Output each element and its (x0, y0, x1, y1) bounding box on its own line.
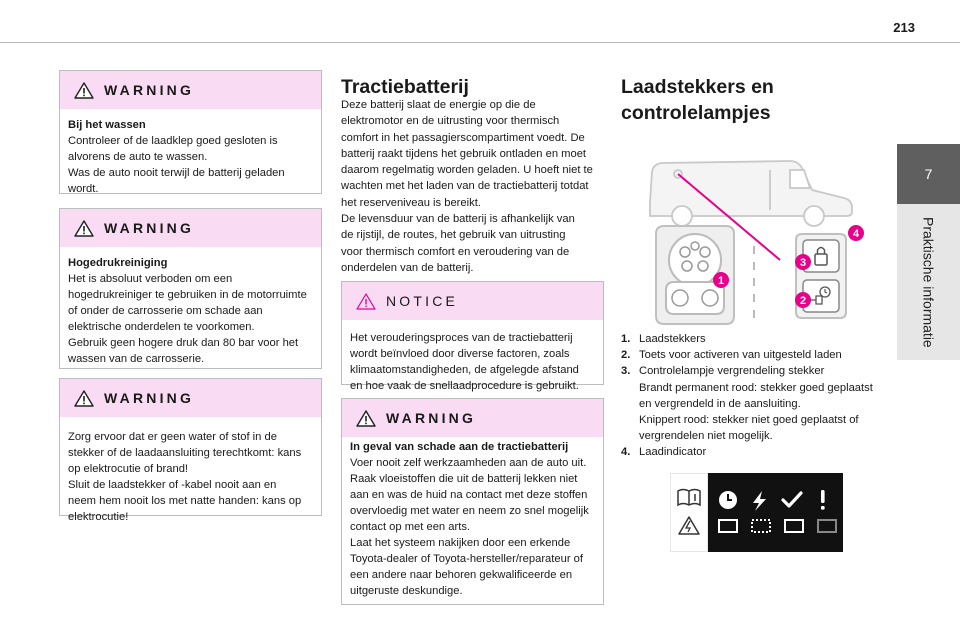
exclamation-icon (821, 490, 825, 510)
warning-triangle-icon (74, 82, 94, 99)
page-number: 213 (893, 20, 915, 35)
legend-number: 4. (621, 446, 631, 459)
van-icon (650, 161, 852, 226)
clock-icon (719, 491, 737, 509)
charging-diagram (640, 150, 870, 328)
legend-item (621, 444, 891, 460)
warning-body (60, 109, 321, 197)
legend-number: 3. (621, 365, 631, 378)
warning-heading: Bij het wassen (68, 119, 146, 131)
legend-text: Laadstekkers (639, 333, 706, 345)
legend-number: 2. (621, 349, 631, 362)
warning-label: WARNING (104, 82, 195, 98)
warning-label: WARNING (104, 220, 195, 236)
warning-body (60, 417, 321, 525)
warning-text: Voer nooit zelf werkzaamheden aan de auto uit. Raak vloeistoffen die uit de batterij lekken niet aan en was de huid na contact met deze stoffen overvloedig met water en neem zo snel mogelijk contact op met een arts. Laat het systeem nakijken door een erkende Toyota-dealer of Toyota-hersteller/reparateur of een andere naar behoren gekwalificeerde en uitgeruste deskundige. (350, 457, 589, 597)
callout-4 (848, 225, 864, 241)
legend (621, 331, 891, 461)
warning-body (60, 247, 321, 367)
warning-header (60, 71, 321, 109)
notice-box (341, 281, 604, 392)
chapter-tab[interactable] (897, 144, 960, 204)
warning-header (342, 399, 603, 437)
legend-number: 1. (621, 333, 631, 345)
notice-triangle-icon (356, 293, 376, 310)
warning-header (60, 209, 321, 247)
callout-2-label: 2 (799, 295, 807, 307)
warning-triangle-icon (74, 390, 94, 407)
warning-body (342, 437, 603, 599)
chapter-title: Praktische informatie (920, 216, 937, 348)
warning-heading: In geval van schade aan de tractiebatterij (350, 441, 569, 453)
section-title-traction-battery: Tractiebatterij (341, 76, 469, 98)
notice-label: NOTICE (386, 293, 459, 309)
warning-text: Zorg ervoor dat er geen water of stof in de stekker of de laadaansluiting terechtkomt: kans op elektrocutie of brand! Sluit de laadstekker of -kabel nooit aan en neem hem nooit los met natte handen: kans op elektrocutie! (68, 431, 302, 523)
warning-text: Controleer of de laadklep goed gesloten is alvorens de auto te wassen. Was de auto nooit terwijl de batterij geladen wordt. (68, 135, 285, 195)
legend-item (621, 363, 891, 444)
notice-header (342, 282, 603, 320)
warning-text: Het is absoluut verboden om een hogedrukreiniger te gebruiken in de motorruimte of onder de carrosserie om schade aan elektrische onderdelen te voorkomen. Gebruik geen hogere druk dan 80 bar voor het wassen van de carrosserie. (68, 273, 307, 365)
warning-label: WARNING (386, 410, 477, 426)
callout-3-label: 3 (799, 257, 807, 269)
chapter-title-tab (897, 204, 960, 360)
chapter-number: 7 (924, 166, 933, 182)
warning-box-washing (59, 70, 322, 194)
top-rule (0, 42, 960, 43)
warning-triangle-icon (356, 410, 376, 427)
charge-indicator-panel (670, 473, 843, 552)
section-title-plugs: Laadstekkers en controlelampjes (621, 76, 774, 124)
warning-label: WARNING (104, 390, 195, 406)
legend-text: Laadindicator (639, 446, 707, 459)
warning-box-pressure-washer (59, 208, 322, 369)
warning-box-battery-damage (341, 398, 604, 605)
warning-heading: Hogedrukreiniging (68, 257, 168, 269)
callout-4-label: 4 (852, 228, 860, 240)
warning-header (60, 379, 321, 417)
callout-2 (795, 292, 811, 308)
legend-text: Controlelampje vergrendeling stekker Brandt permanent rood: stekker goed geplaatst en vergrendeld in de aansluiting. Knippert rood: stekker niet goed geplaatst of vergrendelen niet mogelijk. (639, 365, 873, 443)
warning-triangle-icon (74, 220, 94, 237)
legend-item (621, 347, 891, 363)
legend-text: Toets voor activeren van uitgesteld laden (639, 349, 842, 362)
warning-box-water (59, 378, 322, 523)
callout-1-label: 1 (717, 275, 725, 287)
callout-3 (795, 254, 811, 270)
legend-item (621, 331, 891, 347)
notice-body (342, 320, 603, 394)
traction-battery-text: Deze batterij slaat de energie op die de elektromotor en de uitrusting voor thermisch comfort in het passagierscompartiment voedt. De batterij raakt tijdens het gebruik ontladen en moet daarom regelmatig worden geladen. U hoeft niet te wachten met het laden van de tractiebatterij totdat het reserveniveau is bereikt. De levensduur van de batterij is afhankelijk van de rijstijl, de routes, het gebruik van uitrusting voor thermisch comfort en veroudering van de onderdelen van de batterij. (341, 99, 593, 274)
callout-1 (713, 272, 729, 288)
notice-text: Het verouderingsproces van de tractiebatterij wordt beïnvloed door diverse factoren, zoals klimaatomstandigheden, de afgelegde afstand en hoe vaak de snellaadprocedure is gebruikt. (350, 332, 579, 392)
